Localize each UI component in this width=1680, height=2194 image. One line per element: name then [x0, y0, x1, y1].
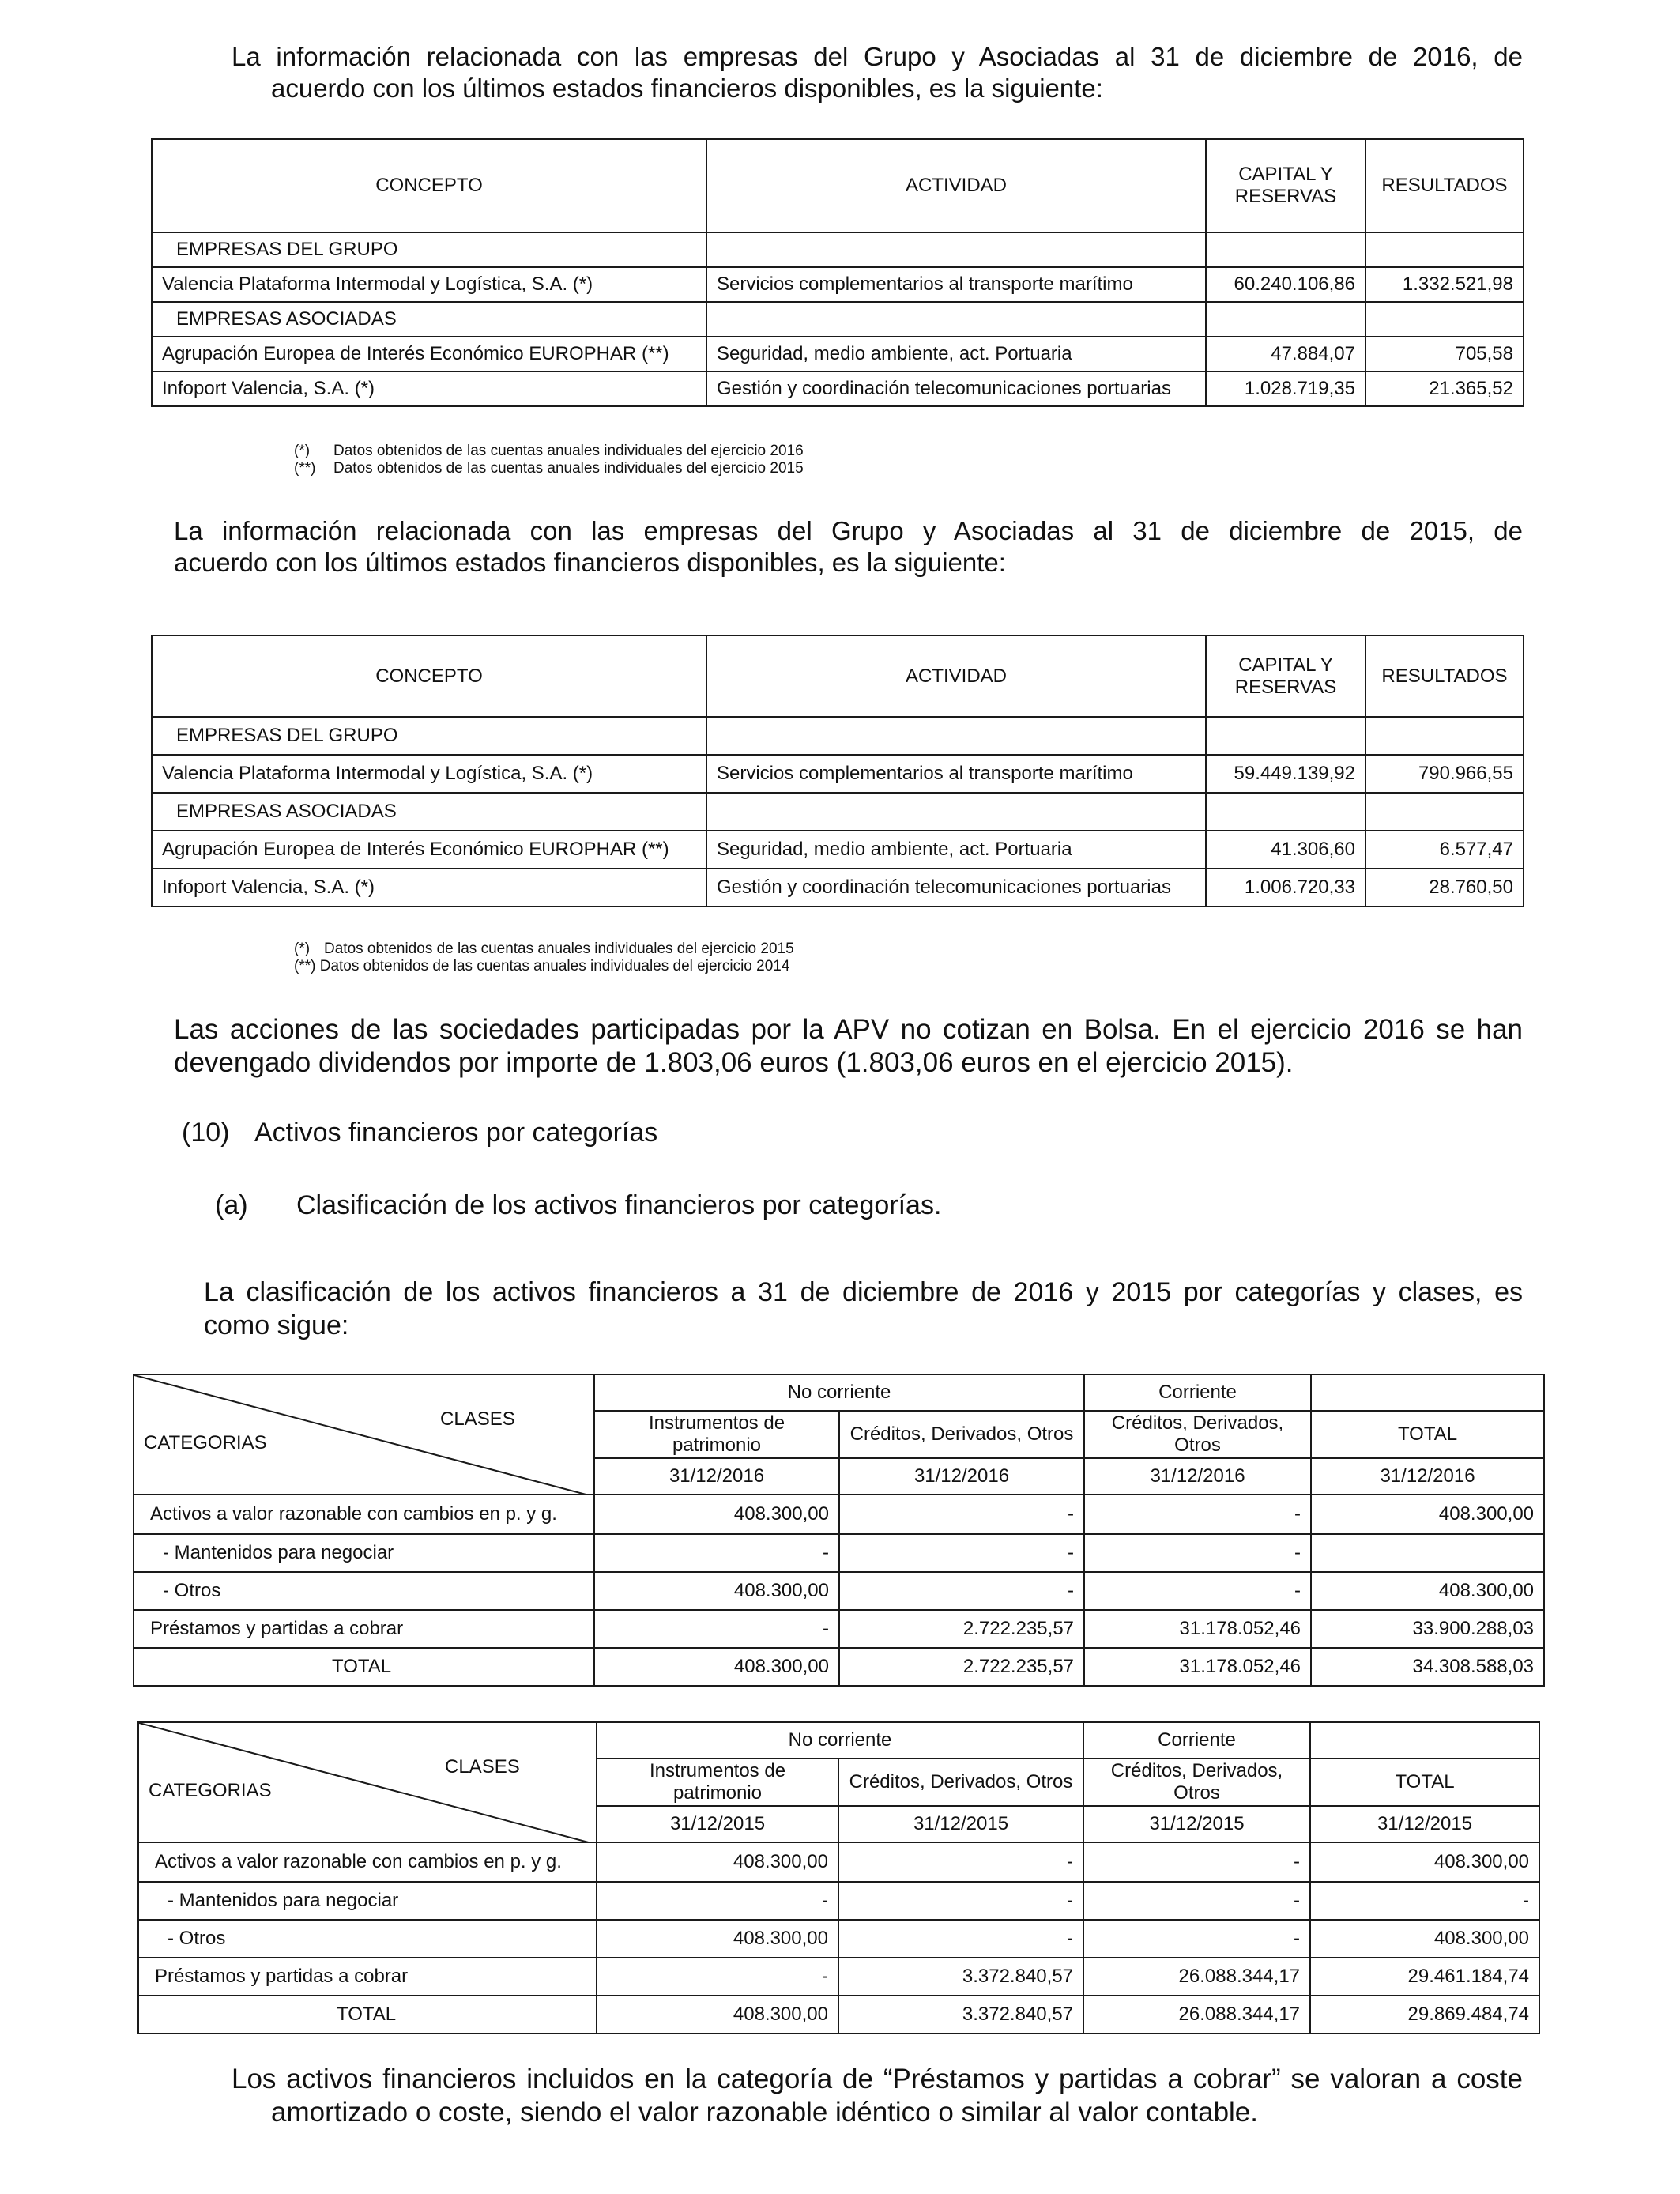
- empty-cell: [1365, 232, 1524, 267]
- clasificacion-paragraph: [204, 1276, 1523, 1342]
- row-capital: 41.306,60: [1206, 831, 1365, 869]
- intro-2015-paragraph: [174, 515, 1523, 579]
- row-concepto: Agrupación Europea de Interés Económico EUROPHAR (**): [152, 831, 706, 869]
- row-total: [1311, 1534, 1544, 1572]
- row-label: - Mantenidos para negociar: [134, 1534, 594, 1572]
- row-cred-nc: 2.722.235,57: [839, 1610, 1084, 1648]
- row-total: 29.869.484,74: [1310, 1996, 1539, 2034]
- row-total: 408.300,00: [1311, 1495, 1544, 1534]
- date-header: 31/12/2016: [1084, 1458, 1311, 1495]
- clases-label: CLASES: [445, 1756, 520, 1777]
- row-cred-c: -: [1083, 1882, 1310, 1920]
- footnote-mark: (*): [294, 443, 311, 459]
- empty-cell: [1206, 717, 1365, 755]
- row-capital: 1.006.720,33: [1206, 869, 1365, 907]
- categories-table-2016: [133, 1374, 1545, 1687]
- empty-cell: [706, 793, 1206, 831]
- row-cred-nc: -: [839, 1572, 1084, 1610]
- footnote-text: Datos obtenidos de las cuentas anuales individuales del ejercicio 2016: [333, 443, 804, 459]
- empty-cell: [1365, 302, 1524, 337]
- row-label: TOTAL: [138, 1996, 597, 2034]
- row-total: 408.300,00: [1310, 1842, 1539, 1882]
- creditos-nc-header: Créditos, Derivados, Otros: [838, 1759, 1083, 1806]
- row-capital: 47.884,07: [1206, 337, 1365, 371]
- row-cred-c: -: [1084, 1534, 1311, 1572]
- companies-table-2016: [151, 138, 1524, 407]
- row-label: - Otros: [138, 1920, 597, 1958]
- row-cred-nc: -: [838, 1842, 1083, 1882]
- header-resultados: RESULTADOS: [1365, 635, 1524, 717]
- intro-2015-line2: acuerdo con los últimos estados financieros disponibles, es la siguiente:: [174, 548, 1006, 577]
- instrumentos-header: Instrumentos de patrimonio: [597, 1759, 838, 1806]
- row-total: 33.900.288,03: [1311, 1610, 1544, 1648]
- empty-cell: [706, 232, 1206, 267]
- footnote-mark: (**): [294, 958, 316, 974]
- date-header: 31/12/2015: [597, 1806, 838, 1842]
- date-header: 31/12/2016: [839, 1458, 1084, 1495]
- row-inst: 408.300,00: [597, 1996, 838, 2034]
- row-capital: 59.449.139,92: [1206, 755, 1365, 793]
- empty-cell: [1365, 793, 1524, 831]
- header-capital: CAPITAL Y RESERVAS: [1206, 635, 1365, 717]
- closing-line2: amortizado o coste, siendo el valor razonable idéntico o similar al valor contable.: [271, 2097, 1258, 2128]
- categories-clases-corner: [138, 1722, 597, 1842]
- row-resultados: 705,58: [1365, 337, 1524, 371]
- row-cred-nc: 2.722.235,57: [839, 1648, 1084, 1686]
- corriente-header: Corriente: [1083, 1722, 1310, 1759]
- row-inst: 408.300,00: [597, 1842, 838, 1882]
- acciones-line2: devengado dividendos por importe de 1.803,06 euros (1.803,06 euros en el ejercicio 2015).: [174, 1047, 1294, 1078]
- row-cred-c: -: [1083, 1920, 1310, 1958]
- row-label: - Otros: [134, 1572, 594, 1610]
- clasif-line1: La clasificación de los activos financieros a 31 de diciembre de 2016 y 2015 por categorías y clases, es: [204, 1277, 1523, 1307]
- header-actividad: ACTIVIDAD: [706, 635, 1206, 717]
- closing-line1: Los activos financieros incluidos en la categoría de “Préstamos y partidas a cobrar” se valoran a coste: [232, 2064, 1523, 2094]
- header-concepto: CONCEPTO: [152, 635, 706, 717]
- empty-cell: [1206, 232, 1365, 267]
- row-cred-c: 31.178.052,46: [1084, 1610, 1311, 1648]
- row-concepto: Infoport Valencia, S.A. (*): [152, 869, 706, 907]
- subsection-a-heading: [215, 1189, 941, 1221]
- row-actividad: Servicios complementarios al transporte marítimo: [706, 755, 1206, 793]
- intro-2016-line2: acuerdo con los últimos estados financieros disponibles, es la siguiente:: [271, 74, 1103, 103]
- empty-cell: [1206, 793, 1365, 831]
- footnote-mark: (**): [294, 460, 316, 477]
- table-row: [134, 1495, 1544, 1534]
- row-actividad: Seguridad, medio ambiente, act. Portuaria: [706, 831, 1206, 869]
- footnote-text: Datos obtenidos de las cuentas anuales individuales del ejercicio 2015: [333, 460, 804, 477]
- row-label: Préstamos y partidas a cobrar: [138, 1958, 597, 1996]
- acciones-line1: Las acciones de las sociedades participadas por la APV no cotizan en Bolsa. En el ejercicio 2016 se han: [174, 1014, 1523, 1045]
- row-actividad: Seguridad, medio ambiente, act. Portuaria: [706, 337, 1206, 371]
- total-header: TOTAL: [1310, 1759, 1539, 1806]
- row-capital: 1.028.719,35: [1206, 371, 1365, 406]
- companies-table-2015: [151, 635, 1524, 907]
- date-header: 31/12/2015: [838, 1806, 1083, 1842]
- date-header: 31/12/2016: [1311, 1458, 1544, 1495]
- footnote-text: Datos obtenidos de las cuentas anuales individuales del ejercicio 2014: [319, 958, 790, 974]
- row-cred-nc: -: [838, 1882, 1083, 1920]
- row-label: Préstamos y partidas a cobrar: [134, 1610, 594, 1648]
- row-label: Activos a valor razonable con cambios en p. y g.: [134, 1495, 594, 1534]
- table-row: [152, 267, 1524, 302]
- row-cred-c: -: [1084, 1572, 1311, 1610]
- row-concepto: Infoport Valencia, S.A. (*): [152, 371, 706, 406]
- table-row: [152, 755, 1524, 793]
- row-concepto: Valencia Plataforma Intermodal y Logística, S.A. (*): [152, 267, 706, 302]
- row-actividad: Gestión y coordinación telecomunicaciones portuarias: [706, 371, 1206, 406]
- clases-label: CLASES: [440, 1408, 515, 1430]
- subsection-title: Clasificación de los activos financieros por categorías.: [296, 1190, 942, 1220]
- row-inst: -: [594, 1610, 839, 1648]
- row-label: Activos a valor razonable con cambios en p. y g.: [138, 1842, 597, 1882]
- no-corriente-header: No corriente: [597, 1722, 1083, 1759]
- creditos-c-header: Créditos, Derivados, Otros: [1084, 1411, 1311, 1458]
- row-cred-c: 26.088.344,17: [1083, 1958, 1310, 1996]
- section-10-heading: [182, 1117, 657, 1148]
- row-inst: 408.300,00: [594, 1495, 839, 1534]
- row-cred-nc: 3.372.840,57: [838, 1958, 1083, 1996]
- closing-paragraph: [232, 2063, 1523, 2129]
- section-asociadas: EMPRESAS ASOCIADAS: [152, 793, 706, 831]
- row-resultados: 6.577,47: [1365, 831, 1524, 869]
- section-title: Activos financieros por categorías: [254, 1118, 658, 1148]
- table-row: [134, 1648, 1544, 1686]
- empty-cell: [706, 717, 1206, 755]
- section-grupo: EMPRESAS DEL GRUPO: [152, 232, 706, 267]
- categories-table-2015: [137, 1721, 1540, 2034]
- footnote-mark: (*): [294, 941, 311, 957]
- empty-cell: [706, 302, 1206, 337]
- table-row: [138, 1996, 1539, 2034]
- row-cred-c: -: [1083, 1842, 1310, 1882]
- table-row: [138, 1882, 1539, 1920]
- date-header: 31/12/2015: [1083, 1806, 1310, 1842]
- row-total: 408.300,00: [1311, 1572, 1544, 1610]
- date-header: 31/12/2015: [1310, 1806, 1539, 1842]
- corriente-header: Corriente: [1084, 1374, 1311, 1411]
- header-resultados: RESULTADOS: [1365, 139, 1524, 232]
- row-inst: -: [597, 1958, 838, 1996]
- empty-cell: [1310, 1722, 1539, 1759]
- intro-2016-line1: La información relacionada con las empresas del Grupo y Asociadas al 31 de diciembre de 2016, de: [232, 42, 1523, 71]
- table-row: [152, 831, 1524, 869]
- row-resultados: 28.760,50: [1365, 869, 1524, 907]
- table-row: [134, 1610, 1544, 1648]
- row-inst: 408.300,00: [594, 1572, 839, 1610]
- row-label: TOTAL: [134, 1648, 594, 1686]
- table-row: [138, 1920, 1539, 1958]
- table-row: [152, 337, 1524, 371]
- row-concepto: Agrupación Europea de Interés Económico EUROPHAR (**): [152, 337, 706, 371]
- section-asociadas: EMPRESAS ASOCIADAS: [152, 302, 706, 337]
- table-row: [138, 1958, 1539, 1996]
- empty-cell: [1206, 302, 1365, 337]
- row-resultados: 21.365,52: [1365, 371, 1524, 406]
- row-cred-c: 26.088.344,17: [1083, 1996, 1310, 2034]
- row-inst: 408.300,00: [597, 1920, 838, 1958]
- section-grupo: EMPRESAS DEL GRUPO: [152, 717, 706, 755]
- table-row: [134, 1572, 1544, 1610]
- date-header: 31/12/2016: [594, 1458, 839, 1495]
- creditos-nc-header: Créditos, Derivados, Otros: [839, 1411, 1084, 1458]
- row-cred-nc: -: [839, 1534, 1084, 1572]
- row-capital: 60.240.106,86: [1206, 267, 1365, 302]
- row-inst: 408.300,00: [594, 1648, 839, 1686]
- table-row: [138, 1842, 1539, 1882]
- row-actividad: Servicios complementarios al transporte marítimo: [706, 267, 1206, 302]
- categories-clases-corner: [134, 1374, 594, 1495]
- no-corriente-header: No corriente: [594, 1374, 1084, 1411]
- table-row: [152, 869, 1524, 907]
- row-inst: -: [597, 1882, 838, 1920]
- intro-2015-line1: La información relacionada con las empresas del Grupo y Asociadas al 31 de diciembre de 2015, de: [174, 516, 1523, 545]
- creditos-c-header: Créditos, Derivados, Otros: [1083, 1759, 1310, 1806]
- categorias-label: CATEGORIAS: [144, 1432, 267, 1453]
- empty-cell: [1365, 717, 1524, 755]
- row-total: -: [1310, 1882, 1539, 1920]
- row-total: 34.308.588,03: [1311, 1648, 1544, 1686]
- row-actividad: Gestión y coordinación telecomunicaciones portuarias: [706, 869, 1206, 907]
- row-total: 29.461.184,74: [1310, 1958, 1539, 1996]
- row-cred-nc: -: [838, 1920, 1083, 1958]
- row-cred-nc: 3.372.840,57: [838, 1996, 1083, 2034]
- header-actividad: ACTIVIDAD: [706, 139, 1206, 232]
- row-resultados: 790.966,55: [1365, 755, 1524, 793]
- row-inst: -: [594, 1534, 839, 1572]
- footnotes-2016: [294, 443, 804, 477]
- row-concepto: Valencia Plataforma Intermodal y Logística, S.A. (*): [152, 755, 706, 793]
- intro-2016-paragraph: [232, 41, 1523, 104]
- row-cred-nc: -: [839, 1495, 1084, 1534]
- row-total: 408.300,00: [1310, 1920, 1539, 1958]
- table-row: [152, 371, 1524, 406]
- row-cred-c: 31.178.052,46: [1084, 1648, 1311, 1686]
- clasif-line2: como sigue:: [204, 1310, 349, 1340]
- section-number: (10): [182, 1118, 230, 1148]
- subsection-letter: (a): [215, 1190, 248, 1220]
- empty-cell: [1311, 1374, 1544, 1411]
- acciones-paragraph: [174, 1013, 1523, 1080]
- instrumentos-header: Instrumentos de patrimonio: [594, 1411, 839, 1458]
- row-resultados: 1.332.521,98: [1365, 267, 1524, 302]
- total-header: TOTAL: [1311, 1411, 1544, 1458]
- categorias-label: CATEGORIAS: [149, 1780, 272, 1801]
- footnotes-2015: [294, 941, 794, 975]
- footnote-text: Datos obtenidos de las cuentas anuales individuales del ejercicio 2015: [324, 941, 794, 957]
- header-concepto: CONCEPTO: [152, 139, 706, 232]
- table-row: [134, 1534, 1544, 1572]
- header-capital: CAPITAL Y RESERVAS: [1206, 139, 1365, 232]
- row-cred-c: -: [1084, 1495, 1311, 1534]
- row-label: - Mantenidos para negociar: [138, 1882, 597, 1920]
